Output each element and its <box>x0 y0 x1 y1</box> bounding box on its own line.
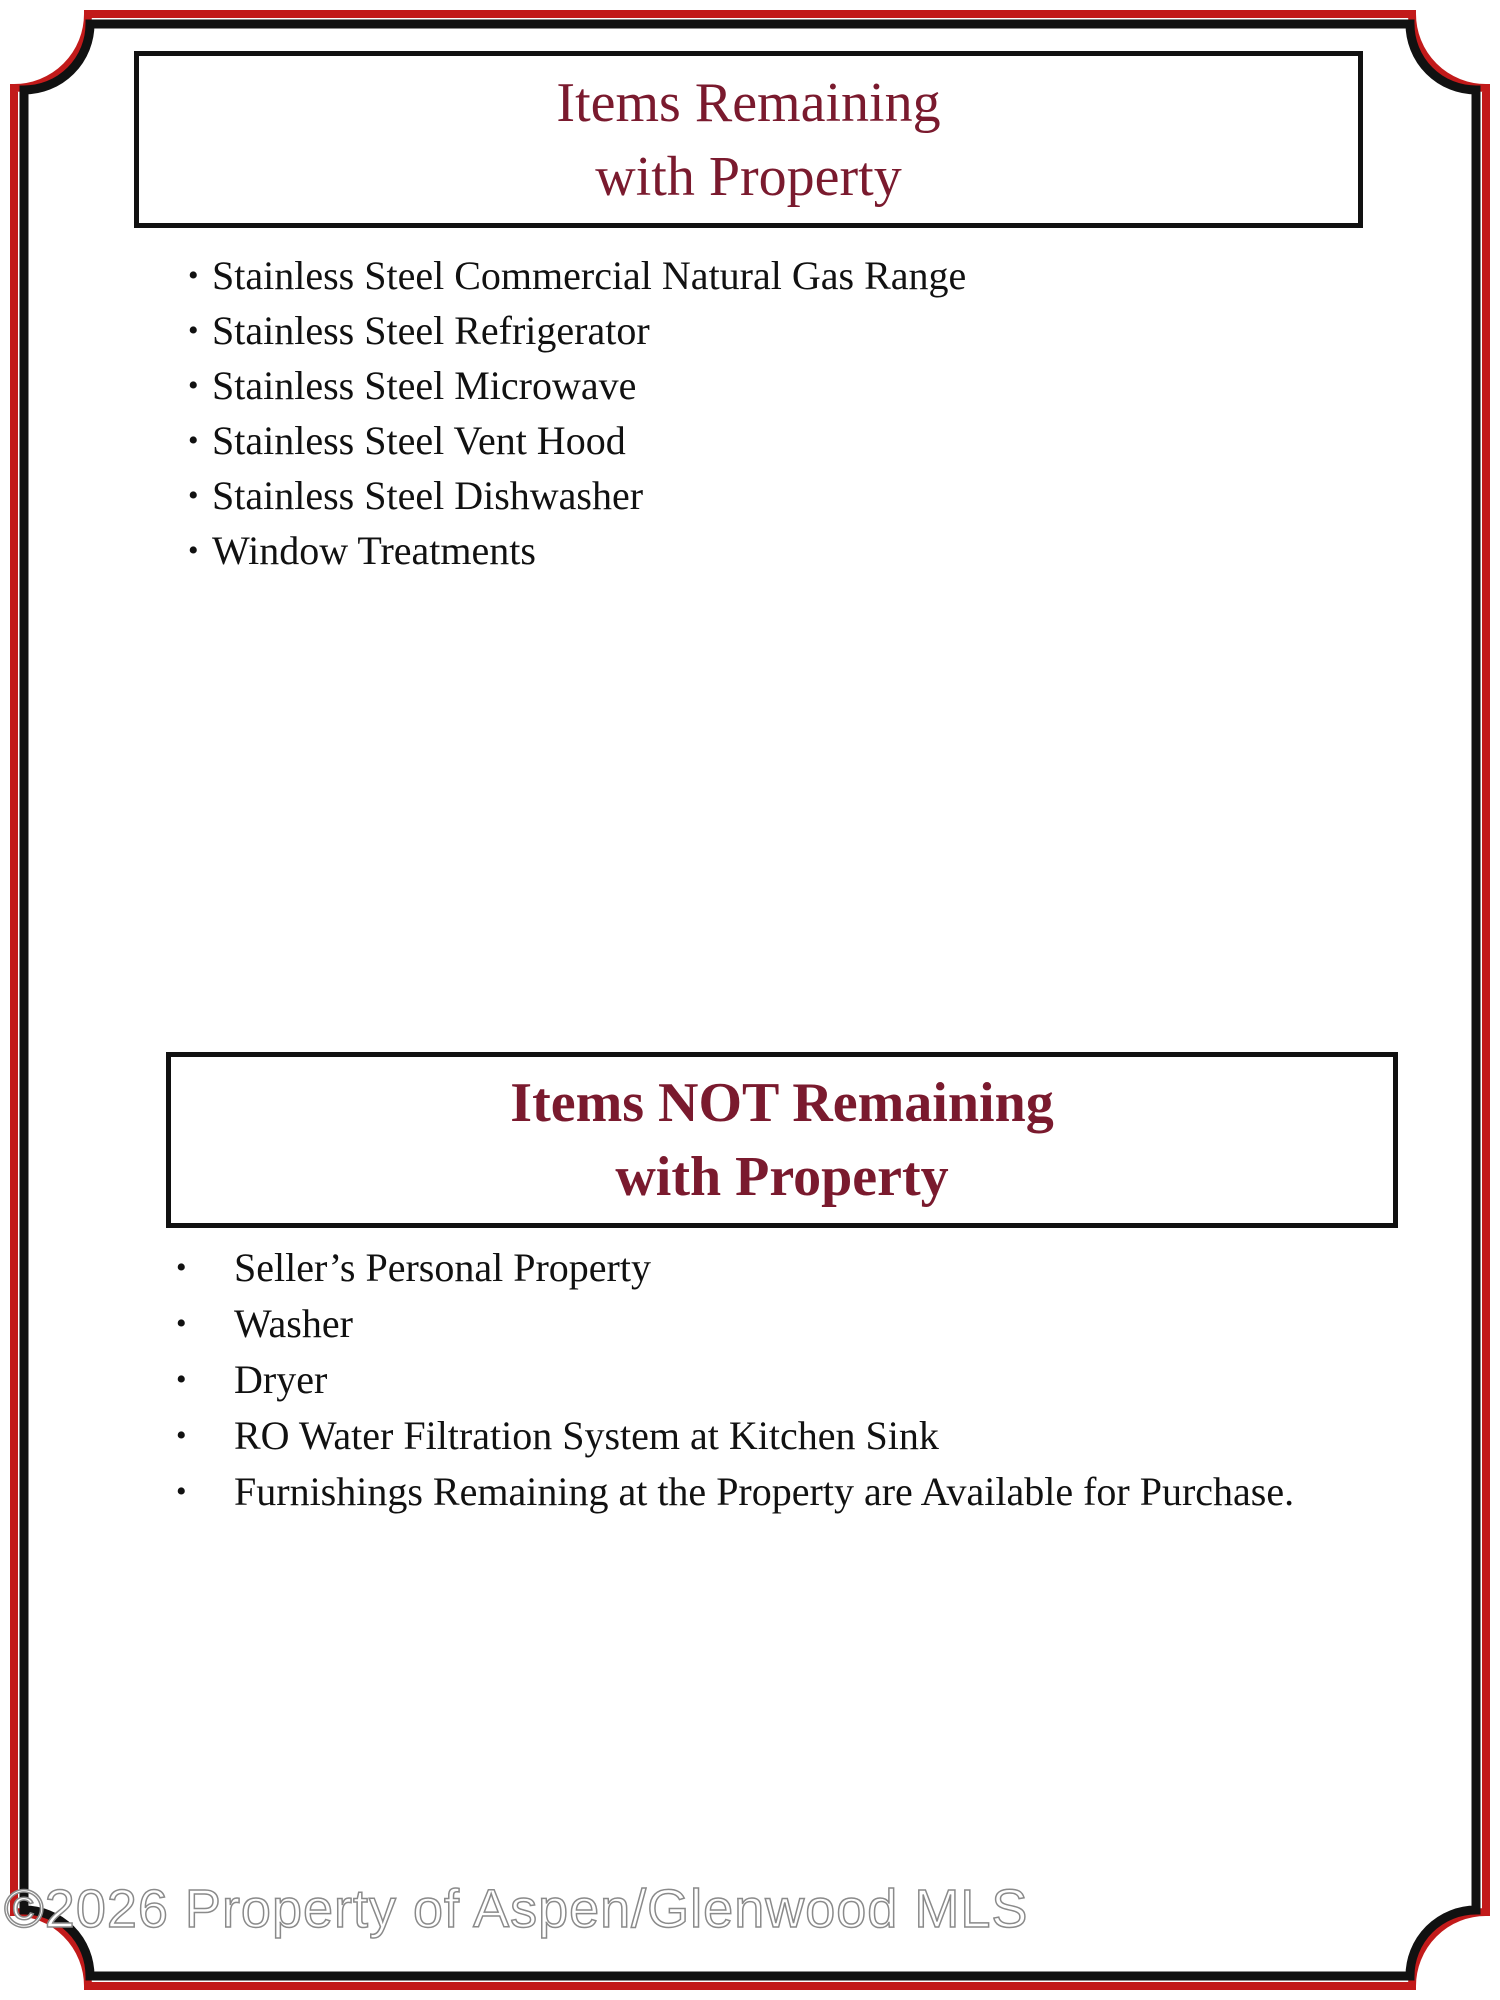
bullet: • <box>176 1419 187 1452</box>
not-remaining-items-list <box>176 1240 1306 1520</box>
not-remaining-title-line2: with Property <box>615 1146 949 1208</box>
not-remaining-title-box <box>166 1052 1398 1228</box>
remaining-title-line2: with Property <box>595 145 902 208</box>
bullet: • <box>188 534 199 567</box>
list-item-text: Furnishings Remaining at the Property are Available for Purchase. <box>234 1469 1295 1514</box>
list-item-text: Stainless Steel Commercial Natural Gas Range <box>212 253 967 298</box>
list-item-text: Washer <box>234 1301 353 1346</box>
list-item <box>188 413 966 468</box>
bullet: • <box>176 1363 187 1396</box>
list-item <box>188 468 966 523</box>
mls-watermark: ©2026 Property of Aspen/Glenwood MLS <box>4 1879 1029 1939</box>
bullet: • <box>176 1307 187 1340</box>
list-item-text: Dryer <box>234 1357 328 1402</box>
bullet: • <box>188 259 199 292</box>
list-item <box>176 1464 1306 1520</box>
list-item-text: Stainless Steel Microwave <box>212 363 637 408</box>
list-item <box>176 1296 1306 1352</box>
bullet: • <box>188 479 199 512</box>
remaining-items-list <box>188 248 966 578</box>
list-item <box>176 1352 1306 1408</box>
list-item-text: RO Water Filtration System at Kitchen Sink <box>234 1413 939 1458</box>
remaining-title-line1: Items Remaining <box>556 71 941 134</box>
list-item-text: Stainless Steel Refrigerator <box>212 308 650 353</box>
bullet: • <box>188 369 199 402</box>
bullet: • <box>188 314 199 347</box>
bullet: • <box>176 1475 187 1508</box>
list-item-text: Window Treatments <box>212 528 536 573</box>
bullet: • <box>176 1251 187 1284</box>
list-item <box>188 358 966 413</box>
list-item-text: Seller’s Personal Property <box>234 1245 651 1290</box>
remaining-title-box <box>134 51 1363 228</box>
not-remaining-title-line1: Items NOT Remaining <box>510 1072 1054 1134</box>
bullet: • <box>188 424 199 457</box>
list-item <box>188 248 966 303</box>
list-item <box>176 1240 1306 1296</box>
list-item-text: Stainless Steel Vent Hood <box>212 418 626 463</box>
list-item <box>188 303 966 358</box>
list-item <box>176 1408 1306 1464</box>
list-item <box>188 523 966 578</box>
list-item-text: Stainless Steel Dishwasher <box>212 473 644 518</box>
